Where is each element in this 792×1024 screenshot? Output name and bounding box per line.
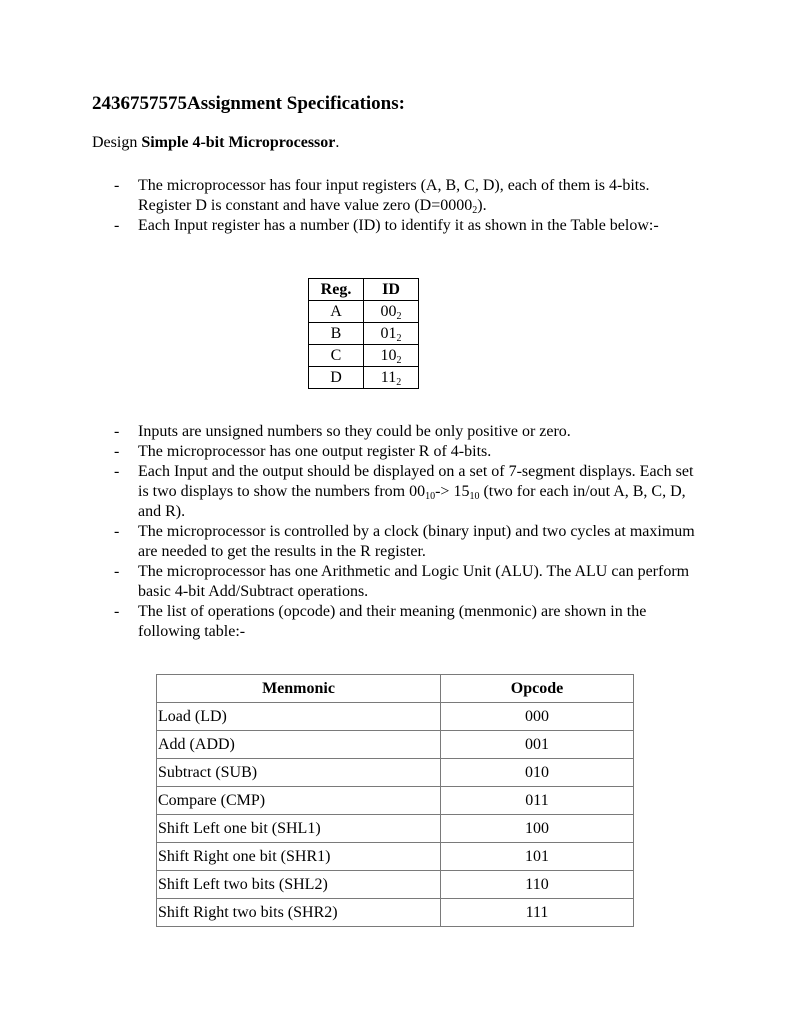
bullet-tail: ). [477,197,487,214]
table-row [157,731,634,759]
column-header-opcode: Opcode [441,675,634,703]
bullet-dash: - [114,463,120,480]
table-row [157,843,634,871]
bullet-text: The microprocessor has four input registers (A, B, C, D), each of them is 4-bits. Register D is constant and have value zero (D=0000 [138,177,650,214]
mnemonic-cell: Shift Right two bits (SHR2) [157,899,441,927]
design-line [92,134,339,152]
column-header-mnemonic: Menmonic [157,675,441,703]
opcode-cell: 000 [441,703,634,731]
column-header-reg: Reg. [309,279,364,301]
mnemonic-cell: Shift Left two bits (SHL2) [157,871,441,899]
id-cell: $11_2$ [364,367,419,389]
list-item [92,442,702,462]
spec-list-bottom [92,422,702,642]
table-row [157,787,634,815]
list-item [92,422,702,442]
list-item [92,562,702,602]
opcode-cell: 001 [441,731,634,759]
table-row [309,301,419,323]
reg-cell: A [309,301,364,323]
base-subscript: 10 [425,491,436,502]
bullet-dash: - [114,177,120,194]
bullet-text: -> 15 [435,483,470,500]
list-item [92,176,702,216]
base-subscript: 2 [472,205,478,216]
bullet-dash: - [114,423,120,440]
mnemonic-cell: Load (LD) [157,703,441,731]
bullet-dash: - [114,217,120,234]
id-cell: $01_2$ [364,323,419,345]
design-title: Simple 4-bit Microprocessor [141,134,336,151]
design-suffix: . [335,134,340,151]
mnemonic-cell: Subtract (SUB) [157,759,441,787]
opcode-cell: 100 [441,815,634,843]
bullet-text: The microprocessor is controlled by a clock (binary input) and two cycles at maximum are needed to get the results in the R register. [138,523,695,560]
mnemonic-cell: Shift Left one bit (SHL1) [157,815,441,843]
table-row [309,367,419,389]
bullet-dash: - [114,443,120,460]
bullet-dash: - [114,603,120,620]
table-row [309,323,419,345]
bullet-text: Each Input and the output should be displayed on a set of 7-segment displays. Each set is two displays to show the numbers from 00 [138,463,694,500]
opcode-cell: 101 [441,843,634,871]
opcode-cell: 111 [441,899,634,927]
bullet-text: Each Input register has a number (ID) to identify it as shown in the Table below:- [138,217,659,234]
table-row [157,759,634,787]
table-header-row [309,279,419,301]
id-cell: $10_2$ [364,345,419,367]
column-header-id: ID [364,279,419,301]
opcode-table [156,674,634,927]
reg-cell: C [309,345,364,367]
bullet-text: The list of operations (opcode) and their meaning (menmonic) are shown in the following table:- [138,603,647,640]
table-row [157,815,634,843]
design-prefix: Design [92,134,142,151]
list-item [92,602,702,642]
mnemonic-cell: Shift Right one bit (SHR1) [157,843,441,871]
table-row [157,899,634,927]
bullet-text: (two for each in/out A, B, C, D, and R). [138,483,686,520]
bullet-text: Inputs are unsigned numbers so they could be only positive or zero. [138,423,571,440]
reg-cell: B [309,323,364,345]
opcode-cell: 010 [441,759,634,787]
list-item [92,462,702,522]
base-subscript: 10 [469,491,480,502]
bullet-dash: - [114,563,120,580]
list-item [92,216,702,236]
table-header-row [157,675,634,703]
register-id-table [308,278,419,389]
opcode-cell: 110 [441,871,634,899]
bullet-text: The microprocessor has one Arithmetic and Logic Unit (ALU). The ALU can perform basic 4-bit Add/Subtract operations. [138,563,690,600]
table-row [309,345,419,367]
spec-list-top [92,176,702,236]
opcode-cell: 011 [441,787,634,815]
list-item [92,522,702,562]
page-title: 2436757575Assignment Specifications: [92,93,405,114]
mnemonic-cell: Add (ADD) [157,731,441,759]
bullet-dash: - [114,523,120,540]
mnemonic-cell: Compare (CMP) [157,787,441,815]
table-row [157,703,634,731]
bullet-text: The microprocessor has one output register R of 4-bits. [138,443,492,460]
reg-cell: D [309,367,364,389]
table-row [157,871,634,899]
id-cell: $00_2$ [364,301,419,323]
